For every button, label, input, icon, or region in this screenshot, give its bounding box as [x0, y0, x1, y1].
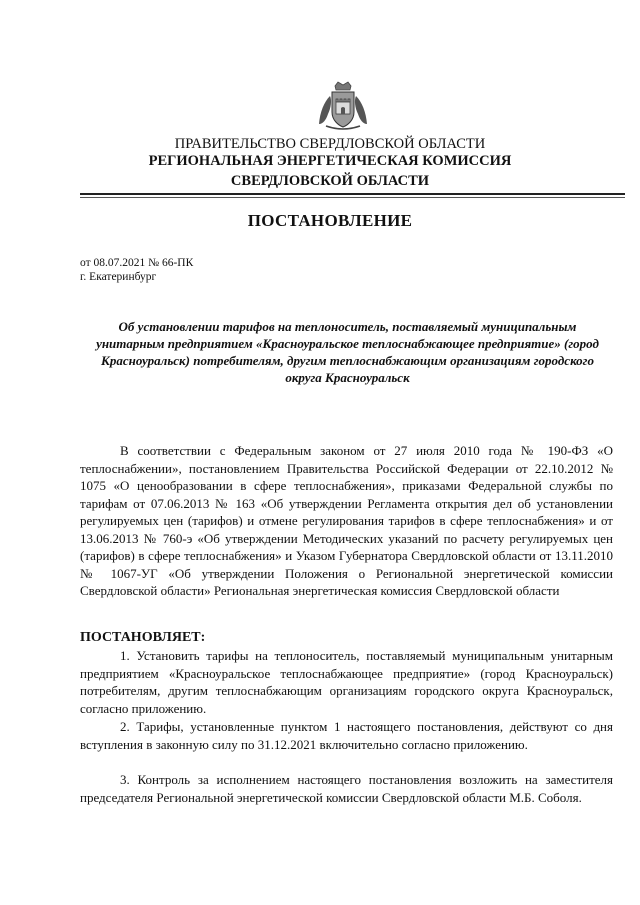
resolution-item-1: 1. Установить тарифы на теплоноситель, поставляемый муниципальным унитарным предприятием «Красноуральское теплоснабжающее предприятие» (город Красноуральск) потребителям, другим теплоснабжающим организациям городского округа Красноуральск, согласно приложению.: [80, 648, 613, 716]
document-date-number: от 08.07.2021 № 66-ПК: [80, 257, 194, 269]
header-divider-thin: [80, 197, 625, 198]
government-name: ПРАВИТЕЛЬСТВО СВЕРДЛОВСКОЙ ОБЛАСТИ: [174, 136, 486, 152]
resolves-heading: ПОСТАНОВЛЯЕТ:: [80, 630, 206, 645]
preamble-paragraph: В соответствии с Федеральным законом от 27 июля 2010 года № 190-ФЗ «О теплоснабжении», постановлением Правительства Российской Федерации от 22.10.2012 № 1075 «О ценообразовании в сфере теплоснабжения», приказами Федеральной службы по тарифам от 07.06.2013 № 163 «Об утверждении Регламента открытия дел об установлении регулируемых цен (тарифов) и отмене регулирования тарифов в сфере теплоснабжения» и от 13.06.2013 № 760-э «Об утверждении Методических указаний по расчету регулируемых цен (тарифов) в сфере теплоснабжения» и Указом Губернатора Свердловской области от 13.11.2010 № 1067-УГ «Об утверждении Положения о Региональной энергетической комиссии Свердловской области» Региональная энергетическая комиссия Свердловской области: [80, 443, 613, 598]
document-subject: Об установлении тарифов на теплоноситель, поставляемый муниципальным унитарным предприятием «Красноуральское теплоснабжающее предприятие» (город Красноуральск) потребителям, другим теплоснабжающим организациям городского округа Красноуральск: [96, 319, 599, 385]
header-divider-thick: [80, 193, 625, 195]
resolution-item-2: 2. Тарифы, установленные пунктом 1 настоящего постановления, действуют со дня вступления в законную силу по 31.12.2021 включительно согласно приложению.: [80, 719, 613, 752]
coat-of-arms-emblem-icon: [316, 80, 370, 132]
commission-name-line2: СВЕРДЛОВСКОЙ ОБЛАСТИ: [230, 173, 430, 189]
document-type-title: ПОСТАНОВЛЕНИЕ: [247, 211, 413, 230]
resolution-item-3: 3. Контроль за исполнением настоящего постановления возложить на заместителя председателя Региональной энергетической комиссии Свердловской области М.Б. Соболя.: [80, 772, 613, 805]
document-city: г. Екатеринбург: [80, 271, 157, 283]
commission-name-line1: РЕГИОНАЛЬНАЯ ЭНЕРГЕТИЧЕСКАЯ КОМИССИЯ: [148, 153, 512, 169]
